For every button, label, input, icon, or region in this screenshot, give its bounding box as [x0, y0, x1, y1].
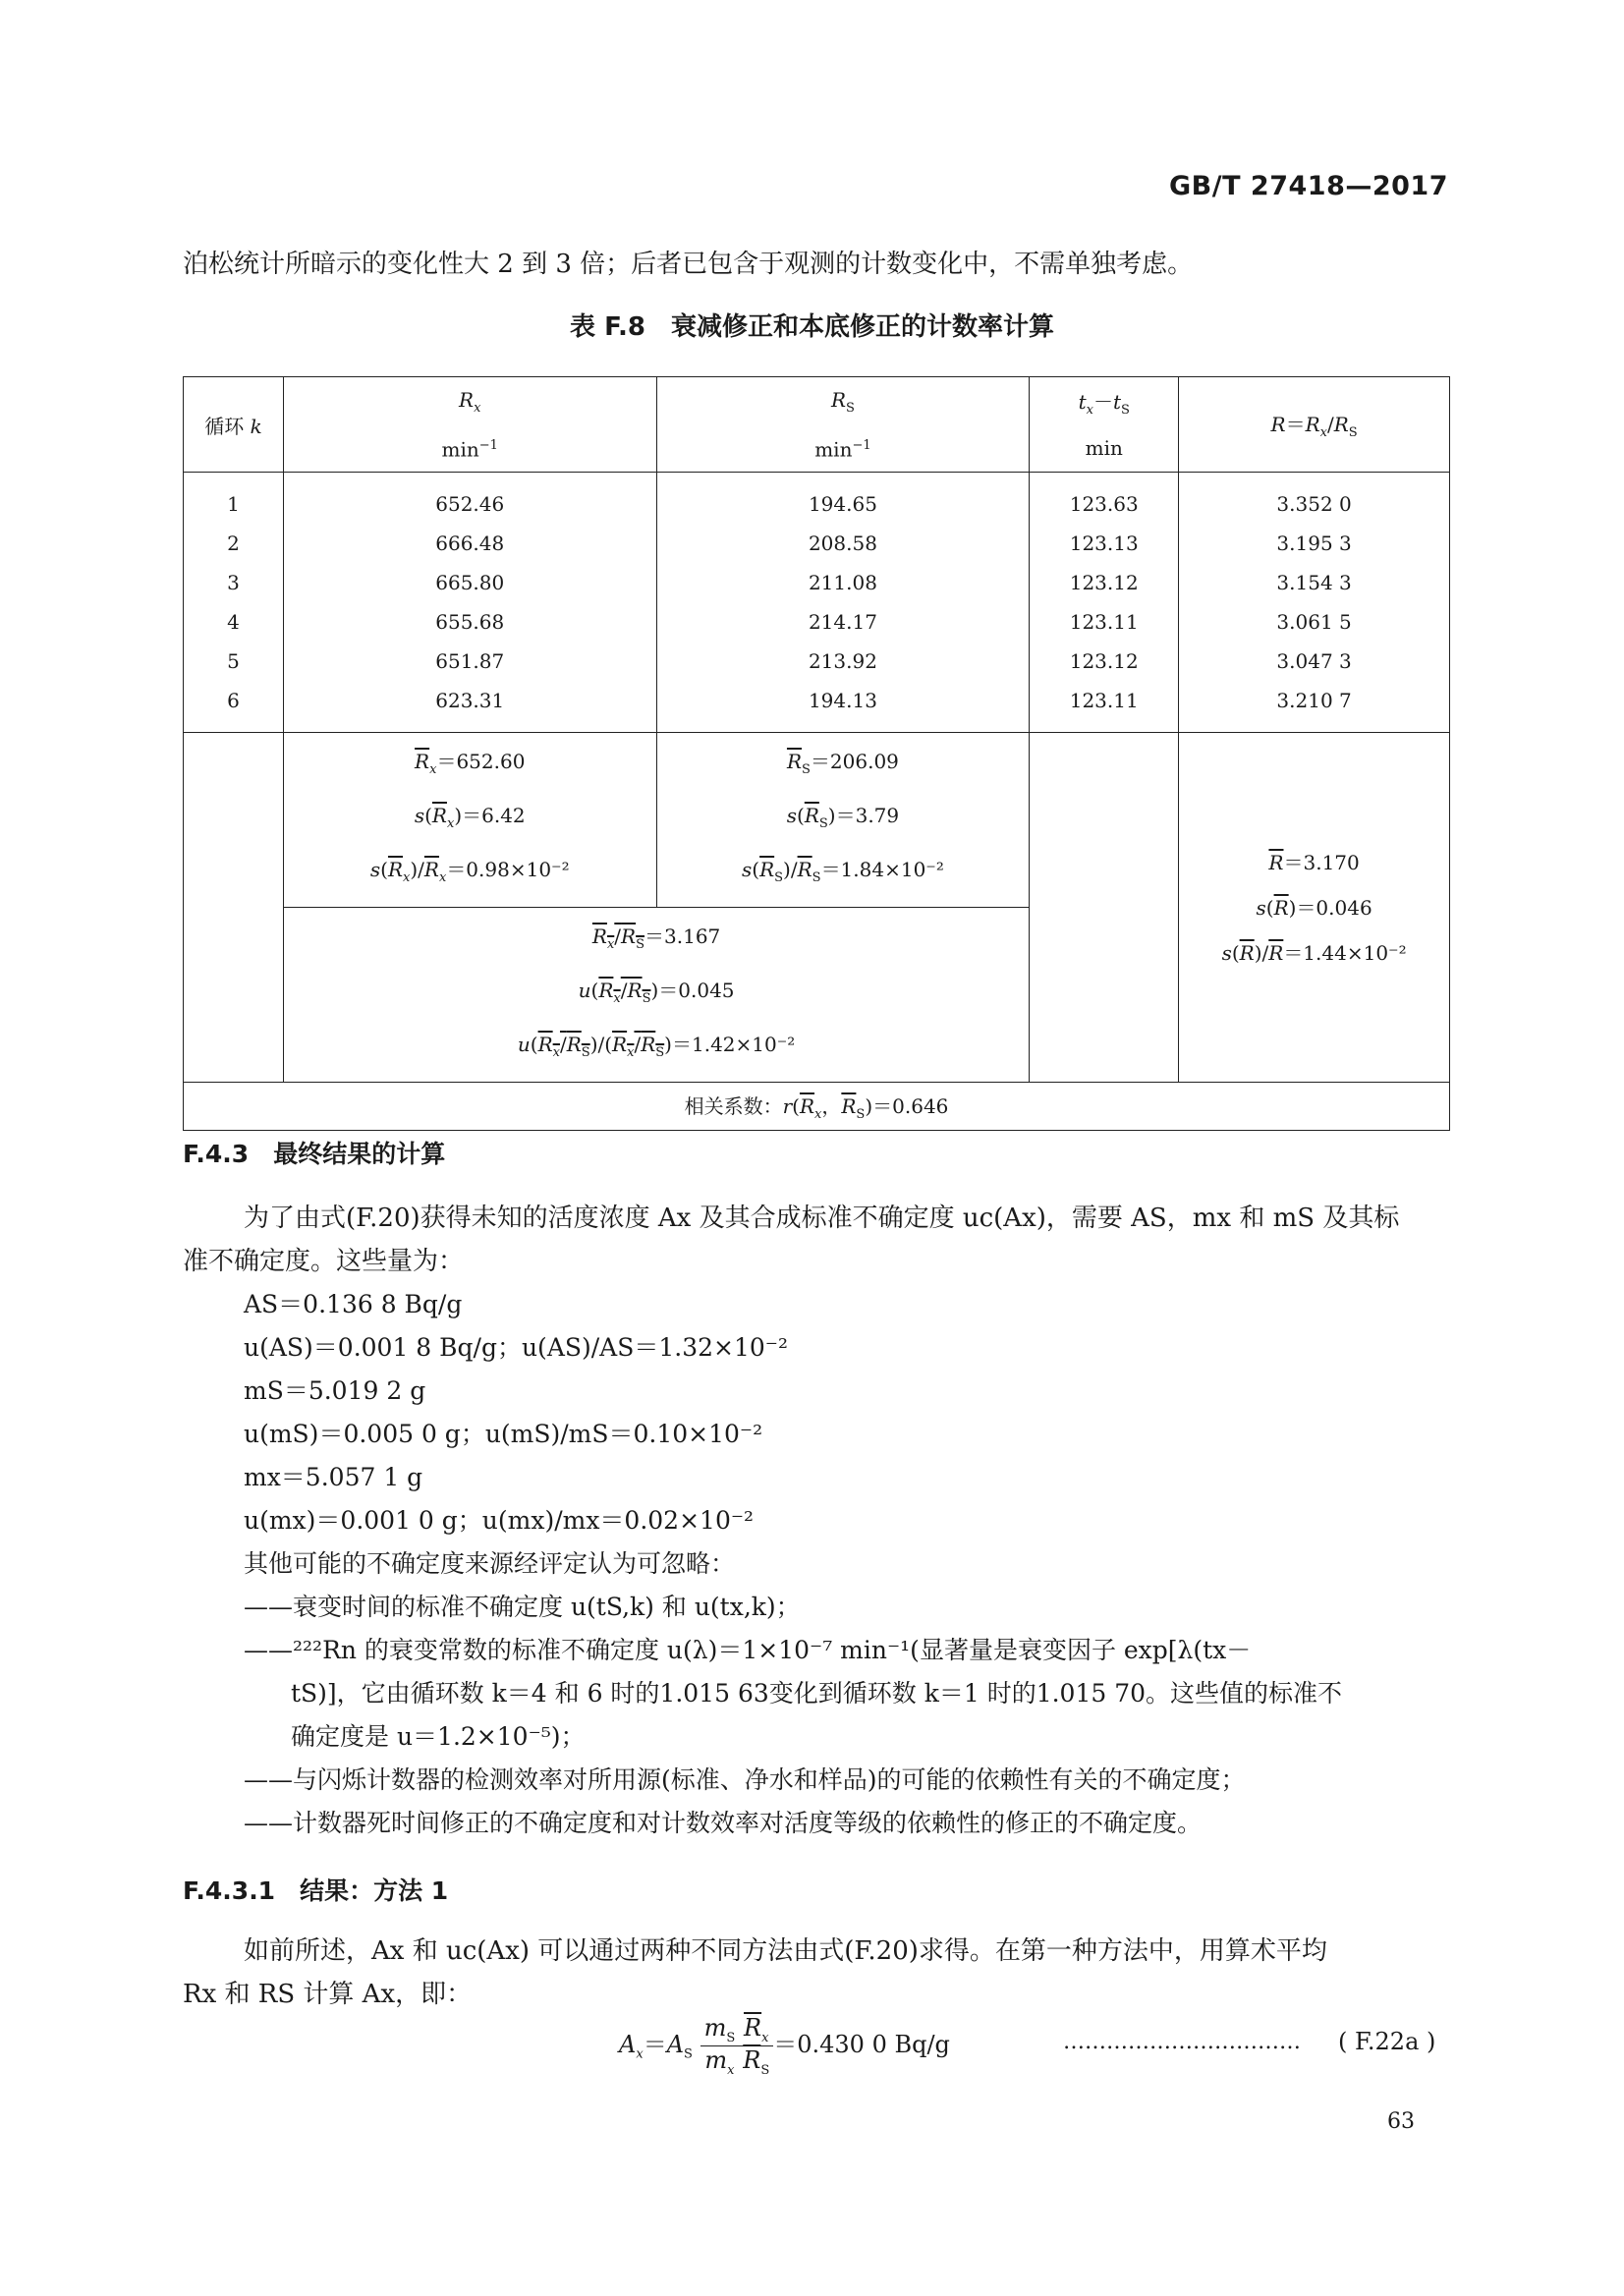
k-value: 1: [227, 492, 240, 516]
rs-value: 194.13: [808, 689, 877, 712]
t-value: 123.11: [1069, 689, 1139, 712]
header-t: $t_x-t_S$ min: [1030, 377, 1179, 473]
t-value: 123.12: [1069, 649, 1139, 673]
t-value: 123.11: [1069, 610, 1139, 634]
rs-rel: $s(\overline{R}_S)/\overline{R}_S=1.84\times 10^{-2}$: [742, 858, 944, 885]
rx-stats: [283, 733, 656, 908]
bullet-decay-const-cont2: 确定度是 u＝1.2×10⁻⁵)；: [291, 1722, 586, 1751]
value-ms: mS＝5.019 2 g: [244, 1376, 426, 1405]
k-column: [184, 473, 284, 733]
bullet-decay-const: ——²²²Rn 的衰变常数的标准不确定度 u(λ)＝1×10⁻⁷ min⁻¹(显著量是衰变因子 exp[λ(tx－: [244, 1636, 1252, 1664]
rs-value: 211.08: [808, 571, 877, 594]
t-value: 123.13: [1069, 532, 1139, 555]
t-value: 123.12: [1069, 571, 1139, 594]
bullet-deadtime: ——计数器死时间修正的不确定度和对计数效率对活度等级的依赖性的修正的不确定度。: [244, 1809, 1203, 1837]
r-stats: [1179, 733, 1450, 1083]
r-column: [1179, 473, 1450, 733]
intro-line: 泊松统计所暗示的变化性大 2 到 3 倍；后者已包含于观测的计数变化中，不需单独考虑。: [183, 250, 1194, 279]
rx-value: 655.68: [435, 610, 505, 634]
rx-std: $s(\overline{R}_x)=6.42$: [414, 804, 526, 831]
r-value: 3.154 3: [1276, 571, 1352, 594]
f43-para-line2: 准不确定度。这些量为：: [183, 1247, 465, 1276]
stats-row-upper: [184, 733, 1450, 908]
section-f431-title: F.4.3.1 结果：方法 1: [183, 1876, 449, 1905]
value-u-mx: u(mx)＝0.001 0 g；u(mx)/mx＝0.02×10⁻²: [244, 1506, 755, 1535]
rx-rel: $s(\overline{R}_x)/\overline{R}_x=0.98\times 10^{-2}$: [369, 858, 570, 885]
r-value: 3.047 3: [1276, 649, 1352, 673]
ratio-rel: $u(R_x/R_S)/(R_x/R_S)=1.42\times 10^{-2}$: [517, 1033, 796, 1060]
rs-value: 194.65: [808, 492, 877, 516]
section-f43-title: F.4.3 最终结果的计算: [183, 1140, 446, 1168]
f431-para-line1: 如前所述，Ax 和 uc(Ax) 可以通过两种不同方法由式(F.20)求得。在第一种方法中，用算术平均: [244, 1936, 1327, 1966]
value-as: AS＝0.136 8 Bq/g: [244, 1290, 463, 1318]
stats-empty-cell: [184, 733, 284, 1083]
bullet-efficiency: ——与闪烁计数器的检测效率对所用源(标准、净水和样品)的可能的依赖性有关的不确定度；: [244, 1765, 1246, 1794]
correlation-cell: 相关系数：$r(\overline{R}_x$，$\overline{R}_S)=0.646$: [184, 1083, 1450, 1131]
rx-mean: $\overline{R}_x=652.60$: [415, 750, 526, 777]
rx-value: 652.46: [435, 492, 505, 516]
rx-value: 666.48: [435, 532, 505, 555]
rate-ratio: $\frac{\overline{R}_x}{\overline{R}_S}$: [739, 2014, 773, 2078]
f431-para-line2: Rx 和 RS 计算 Ax，即：: [183, 1980, 473, 2009]
k-value: 6: [227, 689, 240, 712]
table-data-block: [184, 473, 1450, 733]
standard-id: GB/T 27418—2017: [1169, 171, 1448, 201]
rs-stats: [656, 733, 1030, 908]
header-r: $R=R_x/R_S$: [1179, 377, 1450, 473]
ignored-intro: 其他可能的不确定度来源经评定认为可忽略：: [244, 1549, 736, 1578]
k-value: 2: [227, 532, 240, 555]
value-mx: mx＝5.057 1 g: [244, 1463, 423, 1491]
header-k: 循环 k: [184, 377, 284, 473]
equation-dots: ……………………………: [1063, 2030, 1301, 2054]
corr-row: [184, 1083, 1450, 1131]
table-header-row: [184, 377, 1450, 473]
rs-column: [656, 473, 1030, 733]
r-mean: $\overline{R}=3.170$: [1268, 850, 1360, 874]
rx-value: 665.80: [435, 571, 505, 594]
r-value: 3.061 5: [1276, 610, 1352, 634]
stats-empty-t: [1030, 733, 1179, 1083]
f43-para-line1: 为了由式(F.20)获得未知的活度浓度 Ax 及其合成标准不确定度 uc(Ax)，需要 AS，mx 和 mS 及其标: [244, 1204, 1400, 1233]
ratio-mean: $R_x/R_S=3.167$: [591, 924, 721, 952]
table-caption: 表 F.8 衰减修正和本底修正的计数率计算: [570, 312, 1054, 342]
rx-column: [283, 473, 656, 733]
header-rx: $R_x$ $\min^{-1}$: [283, 377, 656, 473]
equation-f22a: $A_x=A_S$ $\frac{m_S}{m_x}$ $\frac{\overline{R}_x}{\overline{R}_S}$ ＝0.430 0 Bq/g: [619, 2014, 950, 2078]
rs-value: 213.92: [808, 649, 877, 673]
value-u-as: u(AS)＝0.001 8 Bq/g；u(AS)/AS＝1.32×10⁻²: [244, 1333, 788, 1362]
r-rel: $s(\overline{R})/\overline{R}=1.44\times 10^{-2}$: [1221, 940, 1407, 965]
rx-value: 651.87: [435, 649, 505, 673]
bullet-decay-time: ——衰变时间的标准不确定度 u(tS,k) 和 u(tx,k)；: [244, 1593, 801, 1621]
page-number: 63: [1387, 2109, 1415, 2134]
rs-value: 214.17: [808, 610, 877, 634]
rs-value: 208.58: [808, 532, 877, 555]
k-value: 4: [227, 610, 240, 634]
t-value: 123.63: [1069, 492, 1139, 516]
k-value: 3: [227, 571, 240, 594]
r-value: 3.210 7: [1276, 689, 1352, 712]
r-value: 3.352 0: [1276, 492, 1352, 516]
ratio-stats: [283, 908, 1029, 1083]
value-u-ms: u(mS)＝0.005 0 g；u(mS)/mS＝0.10×10⁻²: [244, 1420, 763, 1448]
r-value: 3.195 3: [1276, 532, 1352, 555]
header-rs: $R_S$ $\min^{-1}$: [656, 377, 1030, 473]
rx-value: 623.31: [435, 689, 505, 712]
mass-ratio: $\frac{m_S}{m_x}$: [700, 2014, 740, 2078]
table-f8: [183, 376, 1450, 1131]
r-std: $s(\overline{R})=0.046$: [1256, 895, 1372, 920]
ratio-u: $u(R_x/R_S)=0.045$: [578, 979, 735, 1006]
equation-label: ( F.22a ): [1338, 2028, 1436, 2055]
rs-std: $s(\overline{R}_S)=3.79$: [786, 804, 900, 831]
t-column: [1030, 473, 1179, 733]
rs-mean: $\overline{R}_S=206.09$: [786, 750, 899, 777]
bullet-decay-const-cont1: tS)]，它由循环数 k＝4 和 6 时的1.015 63变化到循环数 k＝1 时的1.015 70。这些值的标准不: [291, 1679, 1343, 1708]
k-value: 5: [227, 649, 240, 673]
